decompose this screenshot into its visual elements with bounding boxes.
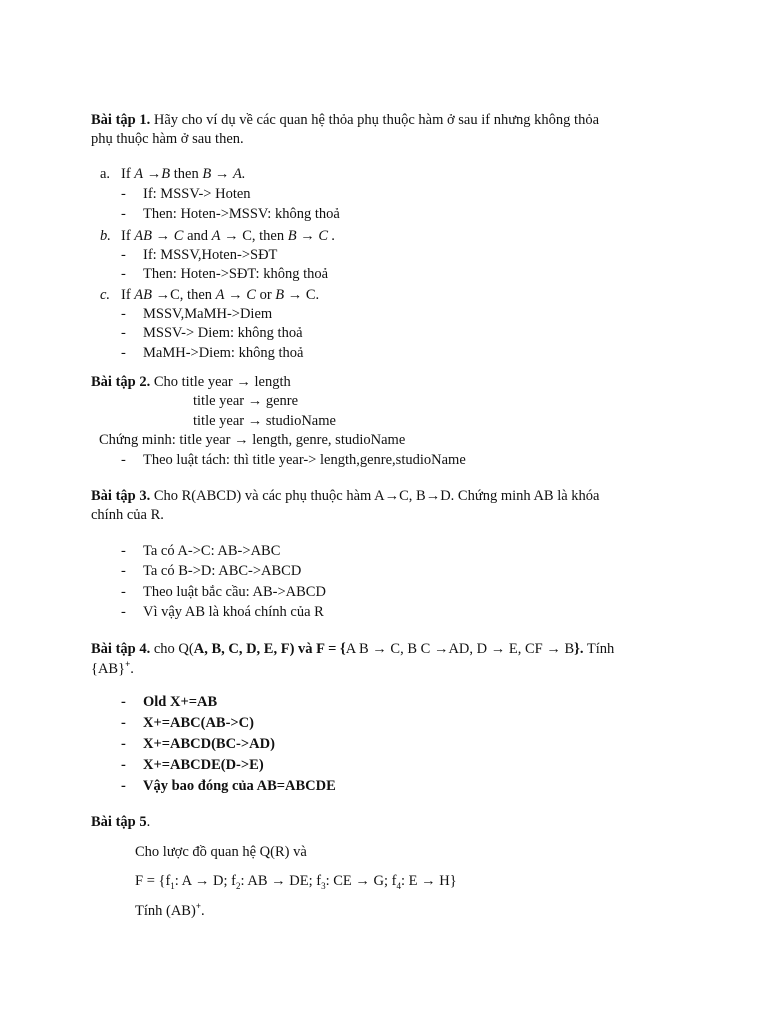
ex1-b-rule — [121, 227, 335, 245]
dash: - — [121, 736, 126, 752]
ex1-text1: Hãy cho ví dụ về các quan hệ thỏa phụ thuộc hàm ở sau if nhưng không thỏa — [153, 112, 600, 128]
list-item: X+=ABC(AB->C) — [143, 715, 254, 731]
ex1-a-A2: A. — [232, 166, 246, 182]
dash: - — [121, 584, 126, 600]
arrow-icon: → — [300, 228, 315, 244]
list-item: Then: Hoten->SĐT: không thoả — [143, 266, 329, 282]
list-item: Theo luật tách: thì title year-> length,genre,studioName — [143, 452, 466, 468]
ex1-heading: Bài tập 1. — [91, 112, 151, 128]
dash: - — [121, 266, 126, 282]
arrow-icon: → — [287, 287, 303, 303]
arrow-icon: → — [228, 287, 243, 303]
ex2-line1: Cho title year → length — [153, 374, 291, 390]
ex4-plus: + — [125, 659, 131, 670]
list-item: MSSV-> Diem: không thoả — [143, 325, 303, 341]
ex5-f4-text: : E → H} — [400, 873, 457, 889]
list-item: MaMH->Diem: không thoả — [143, 345, 304, 361]
ex1-c-C2: C — [246, 287, 256, 303]
ex1-b-C2: C, then — [242, 228, 285, 244]
ex2-line3: title year → studioName — [193, 413, 336, 429]
dash: - — [121, 186, 126, 202]
ex4-heading: Bài tập 4. — [91, 641, 151, 657]
ex5-tinh-end: . — [200, 903, 205, 919]
ex1-b-AB: AB — [134, 228, 153, 244]
dash: - — [121, 543, 126, 559]
dash: - — [121, 325, 126, 341]
ex5-title-line — [91, 813, 150, 831]
ex1-b-and: and — [187, 228, 208, 244]
list-item: MSSV,MaMH->Diem — [143, 306, 273, 322]
ex1-c-C: C, then — [170, 287, 213, 303]
dash: - — [121, 247, 126, 263]
dash: - — [121, 757, 126, 773]
ex1-a-rule — [121, 165, 245, 183]
ex4-end: . — [130, 661, 134, 677]
ex2-title-line — [91, 373, 291, 391]
ex1-c-rule — [121, 286, 319, 304]
ex4-title-line — [91, 640, 614, 658]
dash: - — [121, 206, 126, 222]
ex1-a-marker: a. — [100, 166, 111, 182]
ex3-text1: Cho R(ABCD) và các phụ thuộc hàm A→C, B→D. Chứng minh AB là khóa — [153, 488, 600, 504]
ex1-b-if: If — [121, 228, 131, 244]
list-item: Vậy bao đóng của AB=ABCDE — [143, 778, 336, 794]
arrow-icon: → — [155, 228, 171, 244]
list-item: Then: Hoten->MSSV: không thoả — [143, 206, 340, 222]
ex2-line2: title year → genre — [193, 393, 299, 409]
dash: - — [121, 694, 126, 710]
ex1-a-then: then — [173, 166, 199, 182]
ex1-b-A: A — [211, 228, 221, 244]
ex5-tinh-plus: + — [195, 901, 201, 912]
ex5-tinh — [135, 902, 205, 920]
ex3-heading: Bài tập 3. — [91, 488, 151, 504]
list-item: Old X+=AB — [143, 694, 218, 710]
ex5-heading-end: . — [146, 814, 151, 830]
ex5-f3-sub: 3 — [321, 880, 326, 891]
arrow-icon: → — [224, 228, 239, 244]
arrow-icon: → — [214, 166, 230, 182]
ex5-heading: Bài tập 5 — [91, 814, 147, 830]
ex1-b-B: B — [287, 228, 297, 244]
ex3-text2: chính của R. — [91, 507, 164, 523]
ex1-a-B2: B — [202, 166, 212, 182]
ex1-c-B: B — [275, 287, 285, 303]
dash: - — [121, 604, 126, 620]
ex5-f-start: F = {f — [135, 873, 171, 889]
ex1-c-marker: c. — [100, 287, 111, 303]
dash: - — [121, 778, 126, 794]
dash: - — [121, 563, 126, 579]
ex4-va: và F = { — [294, 641, 346, 657]
ex5-fd-set — [135, 872, 457, 890]
ex5-f1-text: : A → D; f — [174, 873, 237, 889]
arrow-icon: → — [155, 287, 171, 303]
dash: - — [121, 452, 126, 468]
ex1-b-marker: b. — [100, 228, 111, 244]
ex3-title-line — [91, 487, 600, 505]
ex1-c-AB: AB — [134, 287, 153, 303]
arrow-icon: → — [146, 166, 162, 182]
ex4-ab: {AB} — [91, 661, 126, 677]
ex5-f2-text: : AB → DE; f — [240, 873, 322, 889]
ex1-text2: phụ thuộc hàm ở sau then. — [91, 131, 244, 147]
list-item: Vì vậy AB là khoá chính của R — [143, 604, 324, 620]
ex1-c-C3: C. — [305, 287, 320, 303]
ex4-tinh: Tính — [583, 641, 615, 657]
ex5-f4-sub: 4 — [396, 880, 401, 891]
ex1-c-if: If — [121, 287, 131, 303]
list-item: Ta có B->D: ABC->ABCD — [143, 563, 302, 579]
ex5-f2-sub: 2 — [236, 880, 241, 891]
ex1-c-A: A — [215, 287, 225, 303]
ex5-tinh-text: Tính (AB) — [135, 903, 196, 919]
dash: - — [121, 715, 126, 731]
ex4-closure-label — [91, 660, 134, 678]
ex2-heading: Bài tập 2. — [91, 374, 151, 390]
ex1-c-or: or — [259, 287, 272, 303]
dash: - — [121, 306, 126, 322]
list-item: If: MSSV-> Hoten — [143, 186, 251, 202]
ex5-f3-text: : CE → G; f — [325, 873, 397, 889]
ex5-line1: Cho lược đồ quan hệ Q(R) và — [135, 844, 307, 860]
ex1-b-C3: C . — [318, 228, 336, 244]
ex1-a-A: A — [134, 166, 144, 182]
ex4-close: }. — [574, 641, 584, 657]
dash: - — [121, 345, 126, 361]
list-item: Ta có A->C: AB->ABC — [143, 543, 281, 559]
ex1-a-if: If — [121, 166, 131, 182]
ex1-a-B: B — [161, 166, 171, 182]
ex4-cho: cho Q( — [153, 641, 194, 657]
ex4-attrs: A, B, C, D, E, F) — [193, 641, 295, 657]
list-item: X+=ABCDE(D->E) — [143, 757, 264, 773]
ex4-fds: A B → C, B C →AD, D → E, CF → B — [345, 641, 575, 657]
list-item: Theo luật bắc cầu: AB->ABCD — [143, 584, 326, 600]
ex5-f1-sub: 1 — [170, 880, 175, 891]
ex1-title-line — [91, 111, 599, 129]
list-item: X+=ABCD(BC->AD) — [143, 736, 275, 752]
ex2-proof: Chứng minh: title year → length, genre, studioName — [99, 432, 406, 448]
list-item: If: MSSV,Hoten->SĐT — [143, 247, 278, 263]
ex1-b-C: C — [173, 228, 184, 244]
